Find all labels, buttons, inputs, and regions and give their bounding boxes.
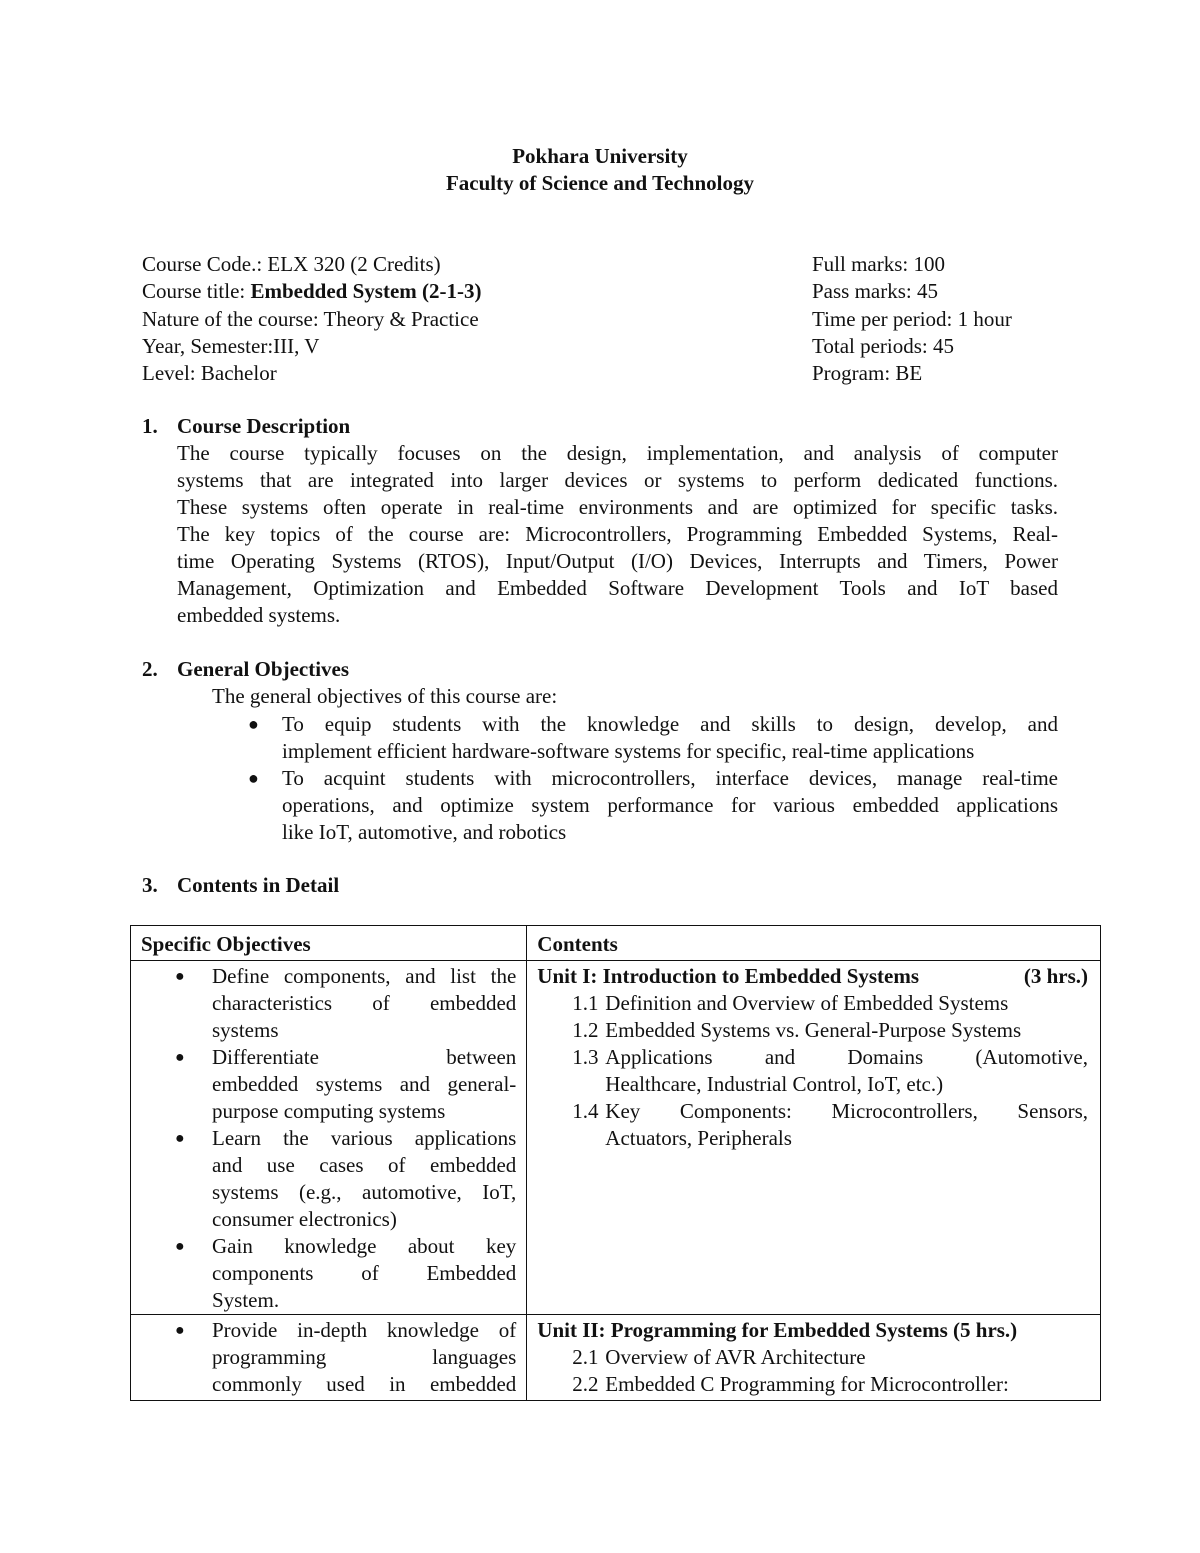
section-heading-description: 1. Course Description [142, 414, 351, 438]
pass-marks: Pass marks: 45 [812, 279, 938, 304]
column-header-objectives: Specific Objectives [141, 932, 311, 956]
list-item: 1.1 Definition and Overview of Embedded Systems [572, 991, 1009, 1015]
bullet-icon: ● [175, 1238, 185, 1255]
list-item: ● To equip students with the knowledge and skills to design, develop, and implement efficient hardware-software systems for specific, real-time applications [248, 712, 1058, 763]
bullet-icon: ● [175, 968, 185, 985]
bullet-icon: ● [175, 1130, 185, 1147]
section-heading-contents: 3. Contents in Detail [142, 873, 340, 897]
unit-hours: (5 hrs.) [953, 1318, 1018, 1342]
faculty-title: Faculty of Science and Technology [445, 171, 755, 195]
course-info-left [142, 251, 482, 387]
list-item: ● Define components, and list the characteristics of embedded systems [175, 964, 517, 1042]
objectives-intro: The general objectives of this course are: [212, 684, 558, 708]
course-description: The course typically focuses on the design, implementation, and analysis of computer systems that are integrated into larger devices or systems to perform dedicated functions. These systems often operate in real-time environments and are optimized for specific tasks. The key topics of the course are: Microcontrollers, Programming Embedded Systems, Real- time Operating Systems (RTOS), Input/Output (I/O) Devices, Interrupts and Timers, Power Management, Optimization and Embedded Software Development Tools and IoT based embedded systems. [177, 441, 1058, 627]
table-header-row [131, 926, 1101, 961]
unit2-contents [527, 1315, 1100, 1398]
course-title: Course title: Embedded System (2-1-3) [142, 279, 482, 304]
list-item: ● Learn the various applications and use cases of embedded systems (e.g., automotive, IoT, consumer electronics) [175, 1126, 517, 1231]
list-item: 1.2 Embedded Systems vs. General-Purpose Systems [572, 1018, 1022, 1042]
full-marks: Full marks: 100 [812, 252, 946, 276]
table-row [131, 961, 1101, 1315]
column-header-contents: Contents [537, 932, 618, 956]
total-periods: Total periods: 45 [812, 333, 955, 358]
unit-hours: (3 hrs.) [1023, 964, 1088, 988]
subtopic-list [537, 990, 1088, 1152]
year-semester: Year, Semester:III, V [142, 333, 320, 358]
list-item: ● To acquint students with microcontrollers, interface devices, manage real-time operations, and optimize system performance for various embedded applications like IoT, automotive, and robotics [248, 766, 1058, 844]
table-row [131, 1315, 1101, 1401]
list-item: 1.3 Applications and Domains (Automotive, Healthcare, Industrial Control, IoT, etc.) [572, 1045, 1088, 1096]
bullet-icon: ● [175, 1049, 185, 1066]
unit-heading: Unit II: Programming for Embedded Systems (5 hrs.) [537, 1318, 1018, 1342]
contents-table [130, 925, 1101, 1401]
course-level: Level: Bachelor [142, 361, 277, 386]
university-title: Pokhara University [512, 144, 688, 168]
unit1-objectives [131, 961, 526, 1314]
subtopic-list [537, 1344, 1088, 1398]
section-heading-objectives: 2. General Objectives [142, 657, 350, 681]
list-item: ● Provide in-depth knowledge of programming languages commonly used in embedded [175, 1318, 517, 1396]
list-item: ● Gain knowledge about key components of Embedded System. [175, 1234, 517, 1312]
bullet-icon: ● [248, 768, 259, 788]
course-nature: Nature of the course: Theory & Practice [142, 306, 479, 331]
unit2-objectives [131, 1315, 526, 1398]
unit-heading: Unit I: Introduction to Embedded Systems (3 hrs.) [537, 964, 1088, 988]
list-item: 1.4 Key Components: Microcontrollers, Sensors, Actuators, Peripherals [572, 1099, 1088, 1150]
program: Program: BE [812, 361, 923, 386]
bullet-icon: ● [248, 714, 259, 734]
bullet-icon: ● [175, 1322, 185, 1339]
course-info-right [812, 251, 1012, 387]
time-per-period: Time per period: 1 hour [812, 306, 1012, 331]
objectives-list [244, 711, 1058, 846]
list-item: 2.1 Overview of AVR Architecture [572, 1345, 866, 1369]
list-item: 2.2 Embedded C Programming for Microcontroller: [572, 1372, 1009, 1396]
course-code: Course Code.: ELX 320 (2 Credits) [142, 252, 441, 276]
list-item: ● Differentiate between embedded systems and general- purpose computing systems [175, 1045, 517, 1123]
unit1-contents [527, 961, 1100, 1152]
